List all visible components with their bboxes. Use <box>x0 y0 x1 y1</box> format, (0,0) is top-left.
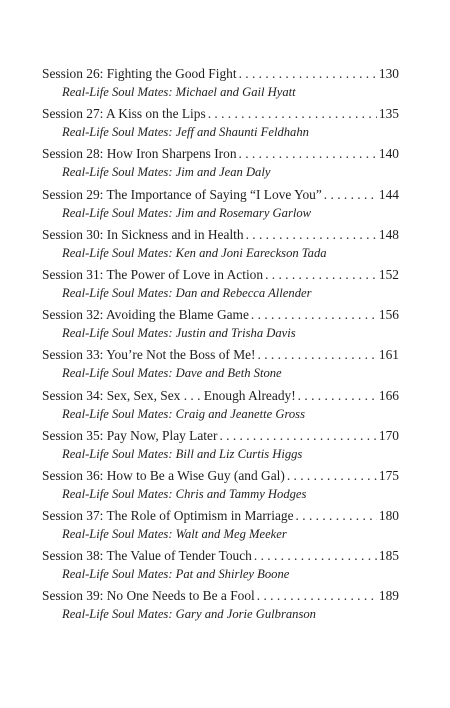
page-number: 166 <box>378 387 399 403</box>
toc-entry-line <box>42 466 399 485</box>
page-number: 161 <box>378 347 399 363</box>
toc-entry-session-28 <box>42 144 399 184</box>
dot-leader <box>237 64 377 83</box>
session-title: Session 38: The Value of Tender Touch <box>42 548 252 564</box>
toc-entry-session-27 <box>42 104 399 144</box>
toc-entry-line <box>42 546 399 565</box>
dot-leader <box>252 546 377 565</box>
dot-leader <box>237 144 377 163</box>
toc-entry-session-26 <box>42 64 399 104</box>
toc-entry-line <box>42 305 399 324</box>
toc-entry-session-29 <box>42 185 399 225</box>
dot-leader <box>296 386 377 405</box>
soul-mates-subtitle: Real-Life Soul Mates: Dave and Beth Stone <box>62 366 282 381</box>
toc-entry-line <box>42 386 399 405</box>
toc-entry-line <box>42 144 399 163</box>
page-number: 130 <box>378 66 399 81</box>
soul-mates-subtitle: Real-Life Soul Mates: Walt and Meg Meeker <box>62 527 287 542</box>
toc-entry-line <box>42 185 399 204</box>
soul-mates-subtitle: Real-Life Soul Mates: Gary and Jorie Gulbranson <box>62 607 316 622</box>
session-title: Session 32: Avoiding the Blame Game <box>42 307 249 323</box>
session-title: Session 30: In Sickness and in Health <box>42 226 244 242</box>
soul-mates-subtitle: Real-Life Soul Mates: Craig and Jeanette Gross <box>62 406 305 421</box>
dot-leader <box>256 345 377 364</box>
page-number: 175 <box>378 467 399 483</box>
toc-entry-session-31 <box>42 265 399 305</box>
page-number: 185 <box>378 548 399 564</box>
page-number: 156 <box>378 307 399 323</box>
dot-leader <box>263 265 377 284</box>
page-number: 180 <box>378 508 399 524</box>
page-number: 148 <box>378 226 399 242</box>
dot-leader <box>255 586 377 605</box>
toc-entry-line <box>42 345 399 364</box>
session-title: Session 28: How Iron Sharpens Iron <box>42 146 237 162</box>
dot-leader <box>244 225 377 244</box>
soul-mates-subtitle: Real-Life Soul Mates: Pat and Shirley Boone <box>62 567 290 582</box>
toc-entry-line <box>42 104 399 123</box>
toc-entry-line <box>42 506 399 525</box>
dot-leader <box>206 104 377 123</box>
toc-entry-line <box>42 426 399 445</box>
session-title: Session 37: The Role of Optimism in Marriage <box>42 508 294 524</box>
toc-entry-line <box>42 586 399 605</box>
toc-entry-line <box>42 225 399 244</box>
page-number: 140 <box>378 146 399 162</box>
page-number: 152 <box>378 266 399 282</box>
session-title: Session 34: Sex, Sex, Sex . . . Enough Already! <box>42 387 296 403</box>
session-title: Session 36: How to Be a Wise Guy (and Gal) <box>42 467 285 483</box>
toc-entry-session-37 <box>42 506 399 546</box>
session-title: Session 27: A Kiss on the Lips <box>42 106 206 122</box>
session-title: Session 35: Pay Now, Play Later <box>42 427 218 443</box>
toc-entry-session-39 <box>42 586 399 626</box>
dot-leader <box>285 466 377 485</box>
dot-leader <box>294 506 377 525</box>
toc-entry-session-35 <box>42 426 399 466</box>
page-number: 135 <box>378 106 399 122</box>
session-title: Session 29: The Importance of Saying “I Love You” <box>42 186 322 202</box>
toc-entry-session-38 <box>42 546 399 586</box>
table-of-contents <box>42 64 399 627</box>
session-title: Session 39: No One Needs to Be a Fool <box>42 588 255 604</box>
dot-leader <box>249 305 377 324</box>
toc-entry-session-33 <box>42 345 399 385</box>
soul-mates-subtitle: Real-Life Soul Mates: Michael and Gail Hyatt <box>62 85 296 99</box>
dot-leader <box>217 426 376 445</box>
soul-mates-subtitle: Real-Life Soul Mates: Chris and Tammy Hodges <box>62 486 307 501</box>
soul-mates-subtitle: Real-Life Soul Mates: Justin and Trisha Davis <box>62 326 296 341</box>
dot-leader <box>322 185 377 204</box>
session-title: Session 31: The Power of Love in Action <box>42 266 264 282</box>
toc-entry-session-36 <box>42 466 399 506</box>
soul-mates-subtitle: Real-Life Soul Mates: Bill and Liz Curtis Higgs <box>62 446 303 461</box>
toc-entry-line <box>42 64 399 83</box>
soul-mates-subtitle: Real-Life Soul Mates: Jim and Jean Daly <box>62 165 271 180</box>
soul-mates-subtitle: Real-Life Soul Mates: Jeff and Shaunti Feldhahn <box>62 125 309 140</box>
soul-mates-subtitle: Real-Life Soul Mates: Ken and Joni Eareckson Tada <box>62 245 327 260</box>
page-number: 170 <box>378 427 399 443</box>
soul-mates-subtitle: Real-Life Soul Mates: Jim and Rosemary Garlow <box>62 205 312 220</box>
toc-entry-session-30 <box>42 225 399 265</box>
page-number: 144 <box>378 186 399 202</box>
toc-entry-session-32 <box>42 305 399 345</box>
session-title: Session 33: You’re Not the Boss of Me! <box>42 347 256 363</box>
session-title: Session 26: Fighting the Good Fight <box>42 66 237 81</box>
toc-entry-line <box>42 265 399 284</box>
soul-mates-subtitle: Real-Life Soul Mates: Dan and Rebecca Allender <box>62 285 312 300</box>
page-number: 189 <box>378 588 399 604</box>
toc-entry-session-34 <box>42 386 399 426</box>
